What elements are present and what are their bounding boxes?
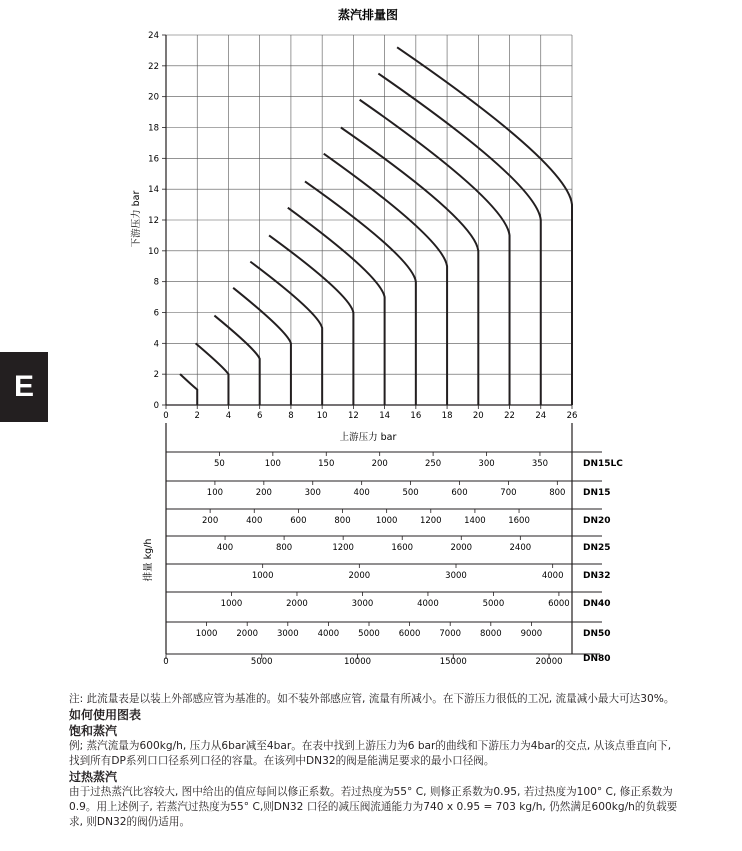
scale-label: 5000 <box>358 629 380 639</box>
scale-name-DN80: DN80 <box>583 654 611 664</box>
curve-p1-2 <box>180 374 197 405</box>
scale-label: 10000 <box>343 657 372 667</box>
pressure-curves <box>180 47 572 405</box>
scale-label: 400 <box>246 516 263 526</box>
scale-label: 3000 <box>445 571 467 581</box>
scale-label: 20000 <box>535 657 563 667</box>
y-tick-label: 16 <box>148 154 159 165</box>
curve-p1-12 <box>269 235 353 405</box>
section-tab: E <box>0 352 48 422</box>
flow-note: 注: 此流量表是以装上外部感应管为基准的。如不装外部感应管, 流量有所减小。在下游压力很低的工况, 流量减小最大可达30%。 <box>69 693 675 705</box>
scale-label: 350 <box>531 459 549 469</box>
scale-label: 700 <box>500 488 517 498</box>
scale-name-DN20: DN20 <box>583 516 611 526</box>
scale-label: 300 <box>478 459 495 469</box>
x-axis-title: 上游压力 bar <box>339 432 397 443</box>
y-tick-label: 20 <box>148 92 159 103</box>
scale-label: 7000 <box>439 629 462 639</box>
x-tick-label: 20 <box>472 411 484 421</box>
scale-label: 50 <box>214 459 225 469</box>
y-tick-label: 2 <box>153 370 159 381</box>
scale-label: 2000 <box>348 571 371 581</box>
scale-label: 800 <box>275 543 293 553</box>
superheated-steam-heading: 过热蒸汽 <box>69 770 118 784</box>
y-tick-label: 22 <box>148 61 159 72</box>
scale-label: 6000 <box>398 629 421 639</box>
x-tick-label: 22 <box>504 411 515 421</box>
x-tick-label: 14 <box>379 411 391 421</box>
scale-label: 2000 <box>286 599 308 609</box>
scale-label: 2400 <box>509 543 532 553</box>
x-tick-label: 0 <box>163 411 169 421</box>
y-tick-label: 0 <box>153 401 159 411</box>
capacity-axis-title: 排量 kg/h <box>143 538 154 582</box>
scale-label: 4000 <box>541 571 564 581</box>
scale-name-DN15: DN15 <box>583 488 611 498</box>
scale-label: 400 <box>216 543 234 553</box>
scale-label: 1200 <box>332 543 354 553</box>
scale-label: 100 <box>206 488 224 498</box>
scale-label: 4000 <box>417 599 439 609</box>
curve-p1-6 <box>214 316 259 405</box>
y-tick-label: 18 <box>148 123 159 134</box>
x-tick-label: 10 <box>316 411 328 421</box>
scale-label: 2000 <box>236 629 259 639</box>
axes <box>148 31 577 421</box>
x-tick-label: 26 <box>566 411 578 421</box>
scale-label: 6000 <box>548 599 570 609</box>
saturated-steam-heading: 饱和蒸汽 <box>69 724 118 738</box>
how-to-heading: 如何使用图表 <box>69 708 142 722</box>
scale-label: 800 <box>549 488 566 498</box>
x-tick-label: 8 <box>288 411 294 421</box>
y-tick-label: 4 <box>153 339 159 350</box>
scale-label: 8000 <box>479 629 502 639</box>
x-tick-label: 24 <box>535 411 547 421</box>
scale-label: 1000 <box>375 516 398 526</box>
scale-label: 2000 <box>450 543 473 553</box>
scale-label: 1600 <box>508 516 530 526</box>
scale-label: 100 <box>264 459 281 469</box>
scale-label: 150 <box>318 459 335 469</box>
x-tick-label: 4 <box>225 411 232 421</box>
y-tick-label: 6 <box>153 308 159 319</box>
y-tick-label: 24 <box>148 31 159 41</box>
scale-label: 1200 <box>419 516 442 526</box>
curve-p1-24 <box>378 74 540 405</box>
scale-label: 4000 <box>317 629 340 639</box>
scale-label: 5000 <box>482 599 505 609</box>
scale-label: 300 <box>304 488 321 498</box>
y-tick-label: 10 <box>148 246 159 257</box>
scale-label: 800 <box>334 516 351 526</box>
scale-name-DN15LC: DN15LC <box>583 459 623 469</box>
curve-p1-14 <box>288 208 385 405</box>
scale-label: 500 <box>402 488 419 498</box>
grid <box>166 35 572 405</box>
scale-label: 200 <box>371 459 388 469</box>
curve-p1-22 <box>360 100 510 405</box>
scale-label: 600 <box>290 516 307 526</box>
y-tick-label: 12 <box>148 216 159 226</box>
scale-label: 1000 <box>251 571 274 581</box>
scale-label: 9000 <box>520 629 543 639</box>
scale-name-DN32: DN32 <box>583 571 611 581</box>
curve-p1-10 <box>250 262 322 405</box>
y-axis-title: 下游压力 bar <box>131 190 142 248</box>
scale-label: 1600 <box>391 543 414 553</box>
x-tick-label: 12 <box>347 411 359 421</box>
y-tick-label: 8 <box>153 277 159 288</box>
capacity-scales <box>163 423 623 667</box>
scale-label: 1400 <box>464 516 486 526</box>
scale-label: 3000 <box>276 629 299 639</box>
scale-label: 0 <box>163 657 169 667</box>
scale-label: 400 <box>353 488 370 498</box>
chart-title: 蒸汽排量图 <box>337 8 399 22</box>
scale-label: 15000 <box>439 657 467 667</box>
superheated-steam-text: 由于过热蒸汽比容较大, 图中给出的值应每间以修正系数。若过热度为55° C, 则修正系数为0.95, 若过热度为100° C, 修正系数为0.9。用上述例子, 若蒸汽过热度为55° C,则DN32 口径的减压阀流通能力为740 x 0.95 = 703 kg/h, 仍然满足600kg/h的负载要求, 则DN32的阀仍适用。 <box>69 786 678 828</box>
scale-label: 200 <box>202 516 219 526</box>
scale-label: 3000 <box>351 599 374 609</box>
scale-label: 600 <box>451 488 468 498</box>
scale-label: 250 <box>424 459 442 469</box>
x-tick-label: 6 <box>256 411 263 421</box>
scale-label: 200 <box>255 488 272 498</box>
y-tick-label: 14 <box>148 185 159 196</box>
scale-label: 1000 <box>195 629 218 639</box>
scale-label: 1000 <box>220 599 243 609</box>
scale-name-DN50: DN50 <box>583 629 611 639</box>
curve-p1-26 <box>397 47 572 405</box>
x-tick-label: 18 <box>441 411 453 421</box>
x-tick-label: 16 <box>410 411 422 421</box>
scale-name-DN40: DN40 <box>583 599 611 609</box>
scale-name-DN25: DN25 <box>583 543 611 553</box>
notes-section <box>69 692 681 830</box>
x-tick-label: 2 <box>194 411 200 421</box>
scale-label: 5000 <box>250 657 273 667</box>
saturated-steam-text: 例; 蒸汽流量为600kg/h, 压力从6bar减至4bar。在表中找到上游压力为6 bar的曲线和下游压力为4bar的交点, 从该点垂直向下, 找到所有DP系列口口径系列口径的容量。在该列中DN32的阀是能满足要求的最小口径阀。 <box>69 740 672 767</box>
curve-p1-8 <box>233 288 291 405</box>
